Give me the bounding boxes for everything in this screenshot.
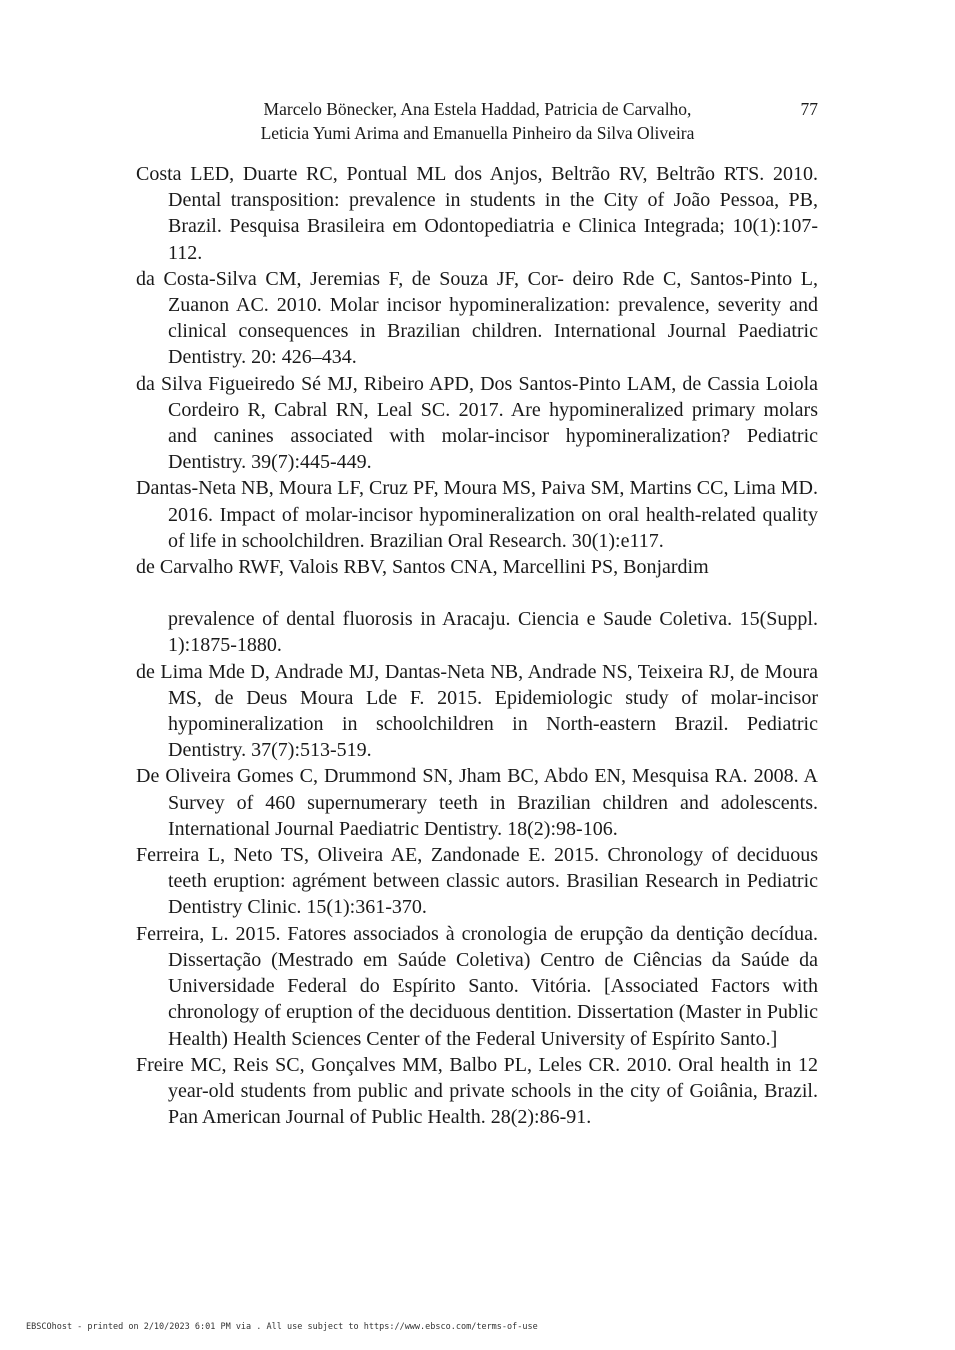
reference-item: Freire MC, Reis SC, Gonçalves MM, Balbo PL, Leles CR. 2010. Oral health in 12 year-old students from public and private schools in the city of Goiânia, Brazil. Pan American Journal of Public Health. 28(2):86-91. <box>136 1053 818 1129</box>
reference-item: da Silva Figueiredo Sé MJ, Ribeiro APD, Dos Santos-Pinto LAM, de Cassia Loiola Cordeiro R, Cabral RN, Leal SC. 2017. Are hypomineralized primary molars and canines associated with molar-incisor hypomineralization? Pediatric Dentistry. 39(7):445-449. <box>136 372 818 474</box>
page-number: 77 <box>800 99 818 119</box>
print-footer: EBSCOhost - printed on 2/10/2023 6:01 PM via . All use subject to https://www.ebsco.com/terms-of-use <box>26 1322 538 1332</box>
reference-item: Ferreira L, Neto TS, Oliveira AE, Zandonade E. 2015. Chronology of deciduous teeth eruption: agrément between classic autors. Brasilian Research in Pediatric Dentistry Clinic. 15(1):361-370. <box>136 844 818 919</box>
reference-list <box>136 161 818 1130</box>
reference-item: De Oliveira Gomes C, Drummond SN, Jham BC, Abdo EN, Mesquisa RA. 2008. A Survey of 460 supernumerary teeth in Brazilian children and adolescents. International Journal Paediatric Dentistry. 18(2):98-106. <box>136 765 818 840</box>
reference-item: de Lima Mde D, Andrade MJ, Dantas-Neta NB, Andrade NS, Teixeira RJ, de Moura MS, de Deus Moura Lde F. 2015. Epidemiologic study of molar-incisor hypomineralization in schoolchildren in North-eastern Brazil. Pediatric Dentistry. 37(7):513-519. <box>136 660 818 762</box>
reference-item-continuation: prevalence of dental fluorosis in Aracaju. Ciencia e Saude Coletiva. 15(Suppl. 1):1875-1880. <box>168 608 818 657</box>
reference-item: Costa LED, Duarte RC, Pontual ML dos Anjos, Beltrão RV, Beltrão RTS. 2010. Dental transposition: prevalence in students in the City of João Pessoa, PB, Brazil. Pesquisa Brasileira em Odontopediatria e Clinica Integrada; 10(1):107-112. <box>136 163 818 264</box>
reference-item: de Carvalho RWF, Valois RBV, Santos CNA, Marcellini PS, Bonjardim <box>136 556 709 579</box>
reference-item: Ferreira, L. 2015. Fatores associados à cronologia de erupção da dentição decídua. Dissertação (Mestrado em Saúde Coletiva) Centro de Ciências da Saúde da Universidade Federal do Espírito Santo. Vitória. [Associated Factors with chronology of eruption of the deciduous dentition. Dissertation (Master in Public Health) Health Sciences Center of the Federal University of Espírito Santo.] <box>136 922 818 1050</box>
running-header <box>0 97 955 147</box>
reference-item: da Costa-Silva CM, Jeremias F, de Souza JF, Cor- deiro Rde C, Santos-Pinto L, Zuanon AC. 2010. Molar incisor hypomineralization: prevalence, severity and clinical consequences in Brazilian children. International Journal Paediatric Dentistry. 20: 426–434. <box>136 267 818 369</box>
reference-item: Dantas-Neta NB, Moura LF, Cruz PF, Moura MS, Paiva SM, Martins CC, Lima MD. 2016. Impact of molar-incisor hypomineralization on oral health-related quality of life in schoolchildren. Brazilian Oral Research. 30(1):e117. <box>136 477 818 552</box>
header-authors-line-1: Marcelo Bönecker, Ana Estela Haddad, Patricia de Carvalho, <box>263 99 692 119</box>
header-authors-line-2: Leticia Yumi Arima and Emanuella Pinheiro da Silva Oliveira <box>260 123 695 143</box>
